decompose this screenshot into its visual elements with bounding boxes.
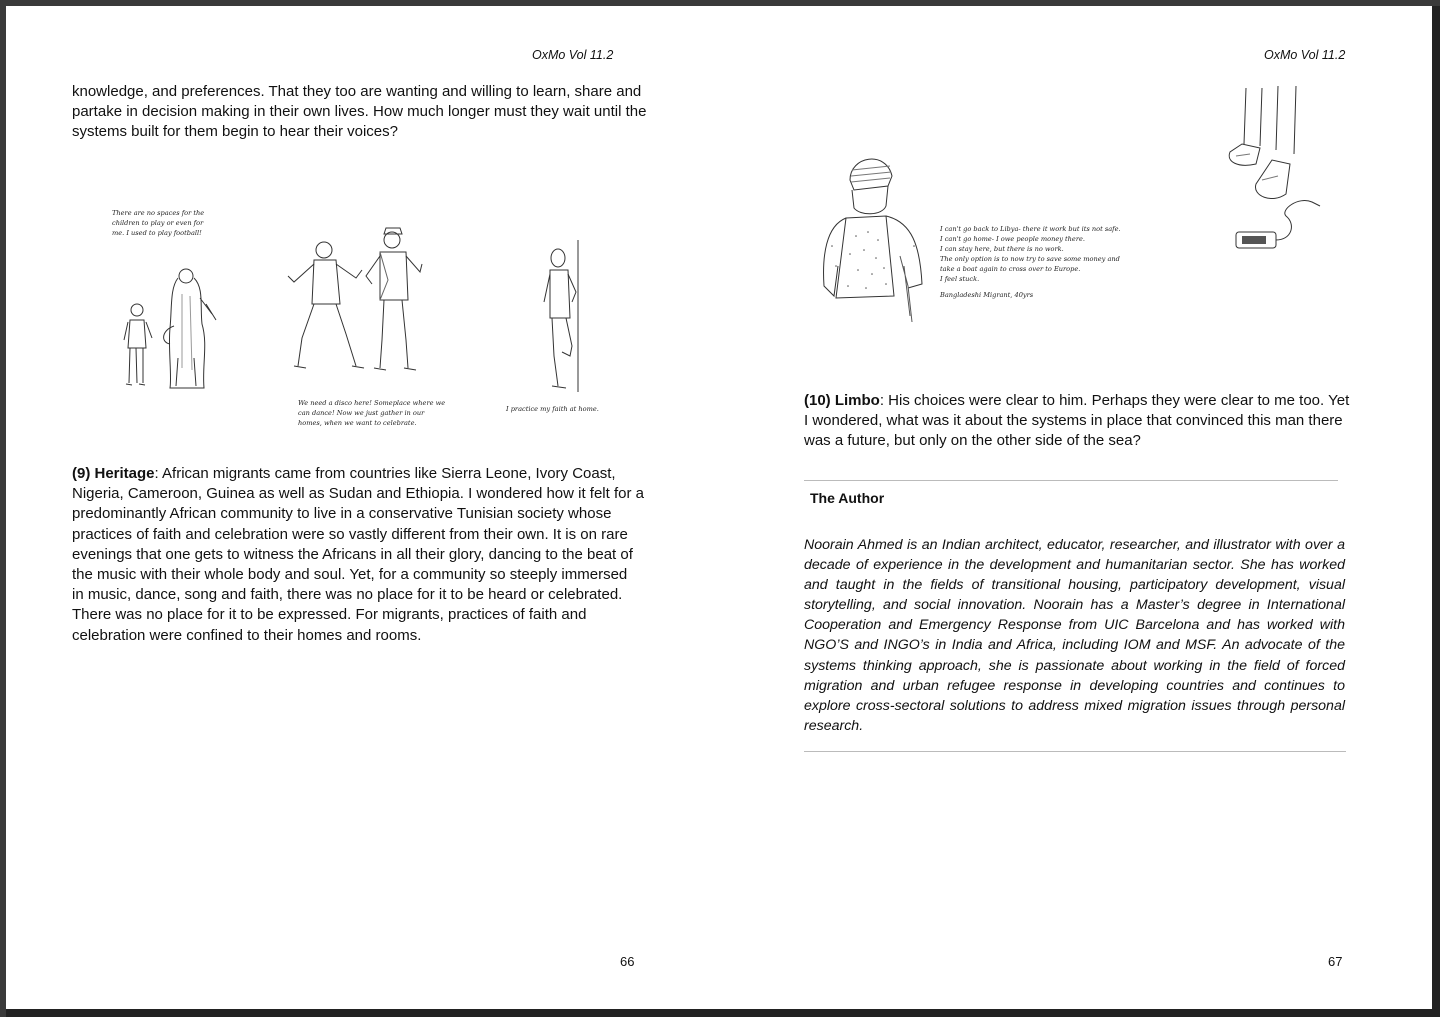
author-bio: Noorain Ahmed is an Indian architect, educator, researcher, and illustrator with over a decade of experience in the development and humanitarian sector. She has worked and taught in the fields of transitional housing, participatory development, visual storytelling, and social innovation. Noorain has a Master’s degree in International Cooperation and Emergency Response from UIC Barcelona and has worked with NGO’S and INGO’s in India and Africa, including IOM and MSF. An advocate of the systems thinking approach, she is passionate about working in the field of forced migration and urban refugee response in developing countries and continues to explore cross-sectoral solutions to address mixed migration issues through personal research. <box>804 537 1345 734</box>
caption-disco-line: homes, when we want to celebrate. <box>298 419 417 427</box>
caption-children-line: children to play or even for <box>112 219 204 227</box>
author-rule-top <box>804 480 1338 481</box>
page-shadow-right <box>1432 6 1440 1017</box>
limbo-line: was a future, but only on the other side of the sea? <box>804 432 1141 450</box>
quote-line: I can't go home- I owe people money there. <box>940 235 1085 243</box>
illustration-faith <box>536 236 596 396</box>
limbo-line <box>804 391 1364 411</box>
author-rule-bottom <box>804 751 1346 752</box>
page-number-right: 67 <box>1328 954 1343 969</box>
heritage-first-line: : African migrants came from countries like Sierra Leone, Ivory Coast, <box>154 465 616 482</box>
page-number-left: 66 <box>620 954 635 969</box>
caption-disco <box>298 398 458 428</box>
caption-disco-line: We need a disco here! Someplace where we <box>298 399 446 407</box>
quote-stuck <box>940 224 1140 300</box>
intro-line: systems built for them begin to hear their voices? <box>72 123 398 141</box>
limbo-line: I wondered, what was it about the systems in place that convinced this man there <box>804 412 1343 430</box>
heritage-line: in music, dance, song and faith, there was no place for it to be heard or celebrated. <box>72 586 623 604</box>
caption-disco-line: can dance! Now we just gather in our <box>298 409 425 417</box>
quote-line: take a boat again to cross over to Europe. <box>940 265 1081 273</box>
quote-attribution: Bangladeshi Migrant, 40yrs <box>940 291 1034 299</box>
quote-line: I can stay here, but there is no work. <box>940 245 1064 253</box>
heritage-line <box>72 464 672 484</box>
heritage-line: predominantly African community to live in a conservative Tunisian society whose <box>72 505 612 523</box>
limbo-label: (10) Limbo <box>804 392 880 409</box>
heritage-line: practices of faith and celebration were so vastly different from their own. It is on rare <box>72 525 628 543</box>
quote-line: The only option is to now try to save some money and <box>940 255 1120 263</box>
heritage-line: celebration were confined to their homes and rooms. <box>72 626 422 644</box>
heritage-line: There was no place for it to be expressed. For migrants, practices of faith and <box>72 606 587 624</box>
illustration-dancers <box>284 220 444 380</box>
caption-faith: I practice my faith at home. <box>506 405 599 413</box>
illustration-stuck-man <box>816 146 946 336</box>
heritage-line: Nigeria, Cameroon, Guinea as well as Sudan and Ethiopia. I wondered how it felt for a <box>72 485 644 503</box>
caption-children-line: me. I used to play football! <box>112 229 202 237</box>
heritage-label: (9) Heritage <box>72 465 155 482</box>
page-shadow-bottom <box>6 1009 1440 1017</box>
caption-children <box>112 208 222 238</box>
illustration-feet-phone <box>1216 84 1326 264</box>
heritage-paragraph <box>72 464 672 646</box>
heritage-line: the music with their whole body and soul. Yet, for a community so steeply immersed <box>72 566 628 584</box>
author-heading: The Author <box>810 490 885 506</box>
running-head-right: OxMo Vol 11.2 <box>1264 48 1346 62</box>
heritage-line: evenings that one gets to witness the Africans in all their glory, dancing to the beat of <box>72 545 633 563</box>
intro-line: knowledge, and preferences. That they too are wanting and willing to learn, share and <box>72 83 642 100</box>
quote-line: I feel stuck. <box>940 275 980 283</box>
limbo-first-line: : His choices were clear to him. Perhaps they were clear to me too. Yet <box>879 392 1350 409</box>
caption-children-line: There are no spaces for the <box>112 209 205 217</box>
intro-paragraph <box>72 82 672 143</box>
page-spread <box>6 6 1432 1009</box>
quote-line: I can't go back to Libya- there it work but its not safe. <box>940 225 1121 233</box>
intro-line: partake in decision making in their own lives. How much longer must they wait until the <box>72 103 647 121</box>
running-head-left: OxMo Vol 11.2 <box>532 48 614 62</box>
limbo-paragraph <box>804 391 1364 452</box>
illustration-children <box>112 248 242 398</box>
